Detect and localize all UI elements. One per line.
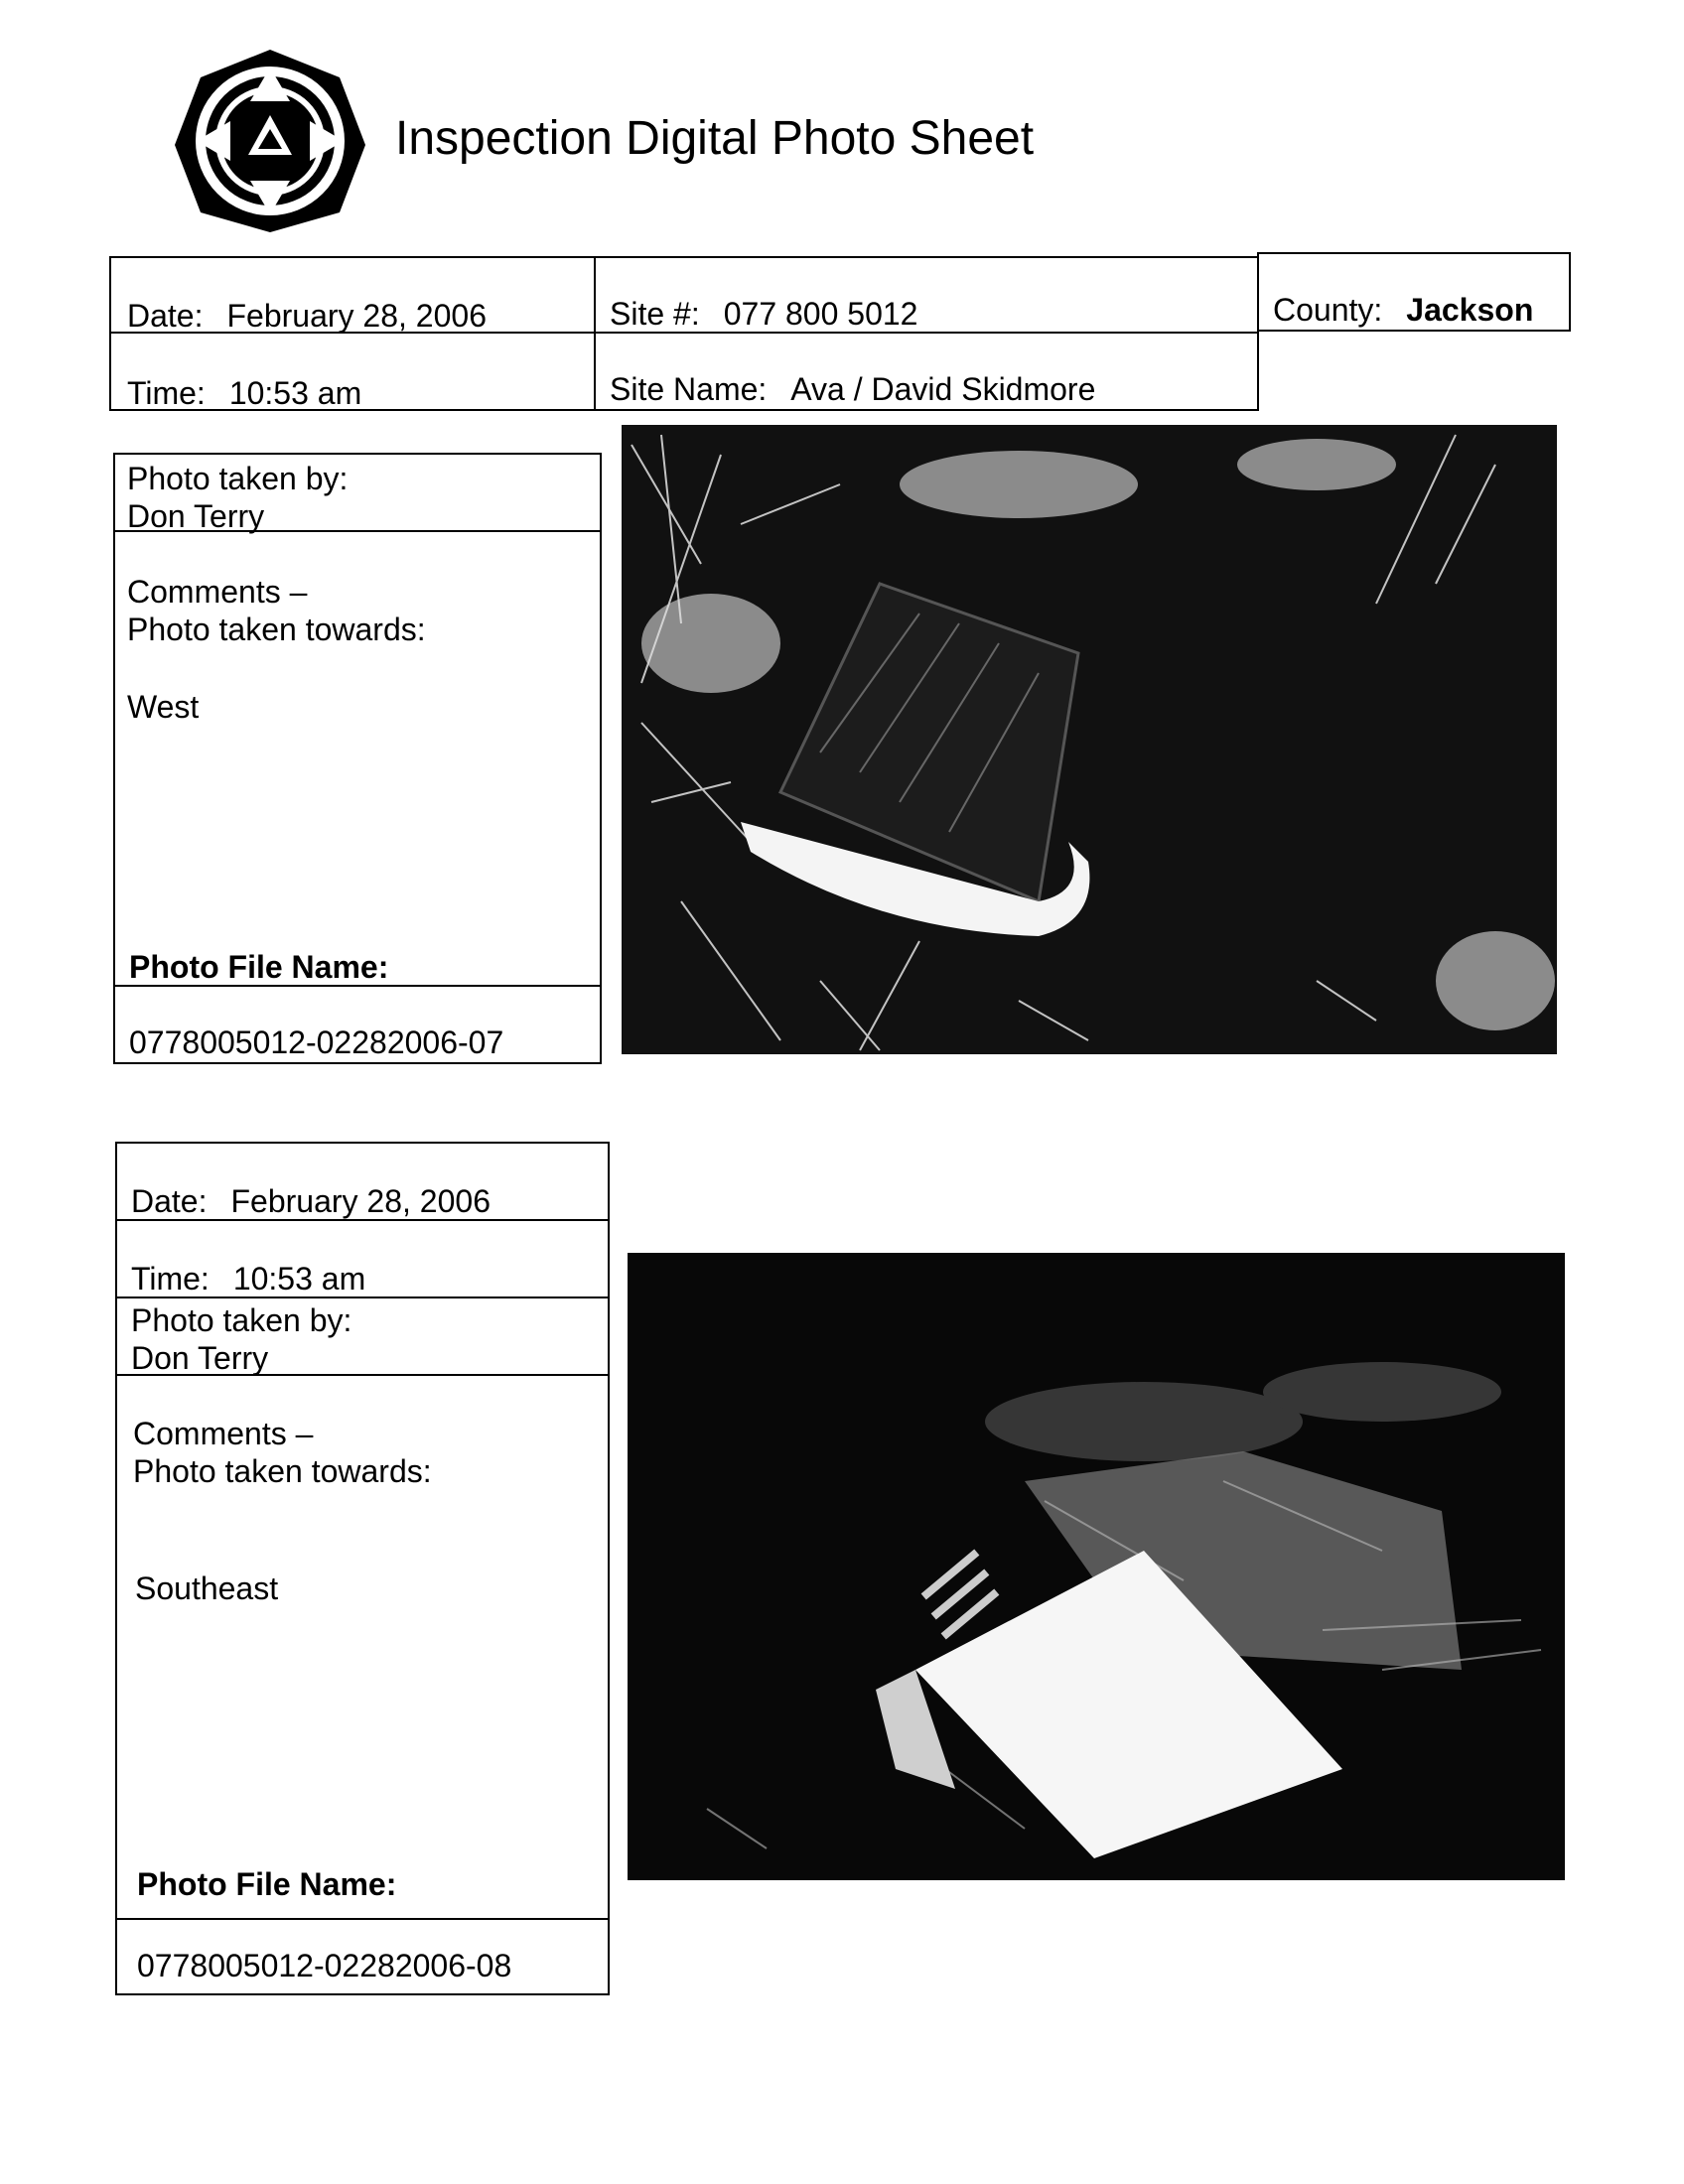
photo1-taken-by-label: Photo taken by:: [127, 461, 349, 496]
photo2-file-label: Photo File Name:: [137, 1866, 397, 1902]
agency-logo: [171, 46, 369, 234]
site-name-field: Site Name: Ava / David Skidmore: [610, 371, 1096, 407]
photo2-date-value: February 28, 2006: [230, 1183, 491, 1219]
photo2-taken-by: Don Terry: [131, 1340, 269, 1376]
county-field: County: Jackson: [1273, 292, 1534, 328]
date-field: Date: February 28, 2006: [127, 298, 487, 334]
photo2-image: [628, 1253, 1565, 1880]
photo2-date-field: Date: February 28, 2006: [131, 1183, 491, 1219]
page-title: Inspection Digital Photo Sheet: [395, 112, 1035, 165]
time-value: 10:53 am: [228, 375, 362, 411]
photo1-image: [622, 425, 1557, 1054]
photo2-time-field: Time: 10:53 am: [131, 1261, 366, 1297]
photo2-direction: Southeast: [135, 1570, 279, 1606]
site-number-field: Site #: 077 800 5012: [610, 296, 918, 332]
site-name-value: Ava / David Skidmore: [790, 371, 1096, 407]
photo2-towards-label: Photo taken towards:: [133, 1453, 432, 1489]
photo2-time-value: 10:53 am: [232, 1261, 366, 1297]
photo1-towards-label: Photo taken towards:: [127, 612, 426, 647]
photo1-direction: West: [127, 689, 200, 725]
photo1-file-label: Photo File Name:: [129, 949, 389, 985]
date-value: February 28, 2006: [226, 298, 487, 334]
photo2-taken-by-label: Photo taken by:: [131, 1302, 352, 1338]
time-field: Time: 10:53 am: [127, 375, 362, 411]
photo2-file-name: 0778005012-02282006-08: [137, 1948, 512, 1983]
photo1-file-name: 0778005012-02282006-07: [129, 1024, 504, 1060]
photo1-taken-by: Don Terry: [127, 498, 265, 534]
photo1-comments-label: Comments –: [127, 574, 308, 610]
photo2-comments-label: Comments –: [133, 1416, 314, 1451]
site-number-value: 077 800 5012: [723, 296, 918, 332]
county-value: Jackson: [1406, 292, 1534, 328]
